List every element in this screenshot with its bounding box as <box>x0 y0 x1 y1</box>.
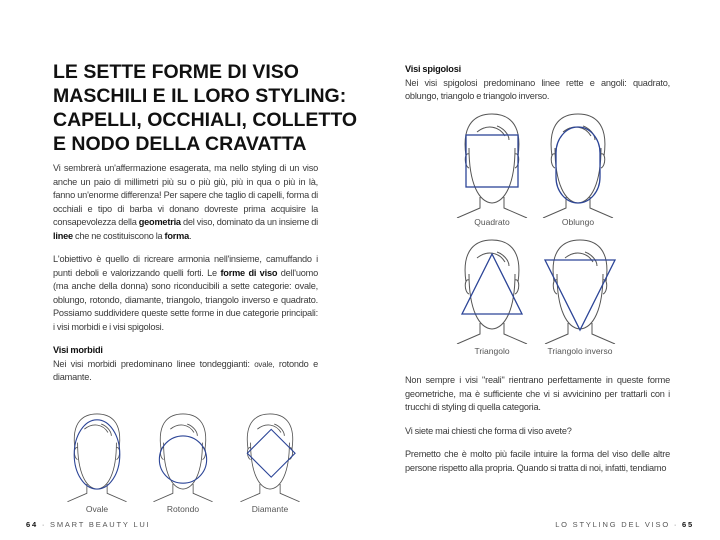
face-ovale-illustration <box>59 412 135 502</box>
footer-left: 64 · SMART BEAUTY LUI <box>26 520 151 529</box>
face-diamante-illustration <box>232 412 308 502</box>
angular-intro <box>405 63 670 104</box>
title-line: E NODO DELLA CRAVATTA <box>53 133 307 155</box>
title-line: MASCHILI E IL LORO STYLING: <box>53 85 347 107</box>
title-line: CAPELLI, OCCHIALI, COLLETTO <box>53 109 358 131</box>
paragraph: Vi siete mai chiesti che forma di viso avete? <box>405 425 572 436</box>
right-body <box>405 374 670 475</box>
face-triangolo-illustration <box>447 238 537 344</box>
paragraph: Nei visi spigolosi predominano linee rette e angoli: quadrato, oblungo, triangolo e triangolo inverso. <box>405 77 670 101</box>
section-heading: Visi morbidi <box>53 345 103 355</box>
face-label: Triangolo <box>474 346 510 356</box>
face-label: Triangolo inverso <box>547 346 613 356</box>
face-oblungo-illustration <box>533 112 623 218</box>
paragraph: Vi sembrerà un'affermazione esagerata, ma nello styling di un viso anche un paio di millimetri più su o più giù, più in qua o più in là, fanno un'enorme differenza! Per sapere che taglio di capelli, forma di occhiali e tipo di barba vi donano dovreste prima acquisire la consapevolezza della geometria del viso, dominato da un insieme di linee che ne costituiscono la forma. <box>53 163 318 241</box>
face-label: Diamante <box>251 504 289 514</box>
face-quadrato-illustration <box>447 112 537 218</box>
face-label: Rotondo <box>166 504 200 514</box>
footer-right: LO STYLING DEL VISO · 65 <box>555 520 694 529</box>
paragraph: L'obiettivo è quello di ricreare armonia nell'insieme, camuffando i punti deboli e valorizzando quelli forti. Le forme di viso dell'uomo (ma anche della donna) sono riconducibili a sette categorie: ovale, oblungo, rotondo, diamante, triangolo, triangolo inverso e quadrato. Possiamo suddividere queste sette forme in due categorie principali: i visi morbidi e i visi spigolosi. <box>53 254 318 332</box>
face-triangolo-inverso-illustration <box>535 238 625 344</box>
title-line: LE SETTE FORME DI VISO <box>53 61 299 83</box>
face-label: Oblungo <box>561 217 595 227</box>
face-rotondo-illustration <box>145 412 221 502</box>
paragraph: Nei visi morbidi predominano linee tondeggianti: ovale, rotondo e diamante. <box>53 358 318 382</box>
section-heading: Visi spigolosi <box>405 64 461 74</box>
page-title <box>53 60 357 156</box>
paragraph: Premetto che è molto più facile intuire la forma del viso delle altre persone rispetto alla propria. Quando si tratta di noi, infatti, tendiamo <box>405 449 670 473</box>
face-label: Ovale <box>85 504 109 514</box>
face-label: Quadrato <box>474 217 510 227</box>
left-body <box>53 162 318 385</box>
paragraph: Non sempre i visi "reali" rientrano perfettamente in queste forme geometriche, ma è sufficiente che vi si avvicinino per trattarli con i trucchi di styling di quella categoria. <box>405 375 670 412</box>
